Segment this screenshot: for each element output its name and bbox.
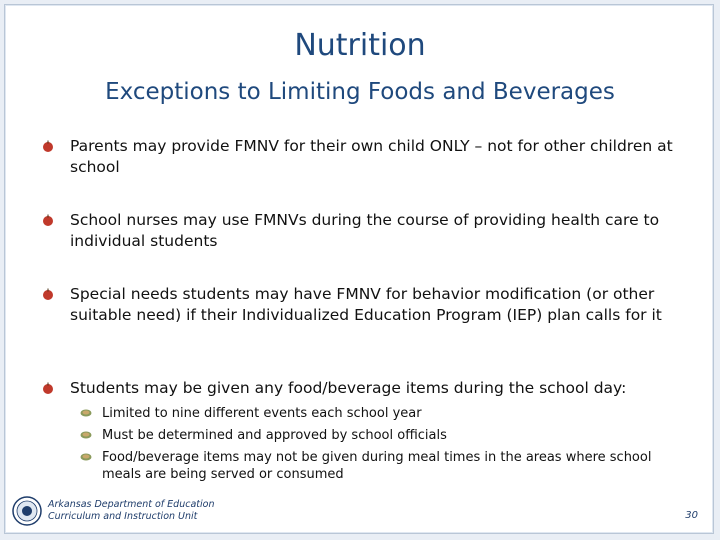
- sub-bullet-text: Food/beverage items may not be given during meal times in the areas where school meals are being served or consumed: [102, 450, 652, 482]
- food-bullet-icon: [80, 430, 92, 440]
- state-seal-icon: [12, 496, 42, 526]
- apple-bullet-icon: [42, 288, 54, 300]
- footer-org-line2: Curriculum and Instruction Unit: [48, 511, 198, 522]
- footer-org: [48, 499, 214, 523]
- footer-org-line1: Arkansas Department of Education: [48, 499, 215, 510]
- slide-subtitle: Exceptions to Limiting Foods and Beverages: [105, 79, 615, 105]
- food-bullet-icon: [80, 452, 92, 462]
- bullet-text: Special needs students may have FMNV for behavior modification (or other suitable need) if their Individualized Education Program (IEP) plan calls for it: [70, 285, 662, 324]
- bullet-text: Parents may provide FMNV for their own child ONLY – not for other children at school: [70, 137, 673, 176]
- bullet-text: Students may be given any food/beverage items during the school day:: [70, 379, 627, 397]
- apple-bullet-icon: [42, 140, 54, 152]
- sub-bullet-text: Must be determined and approved by school officials: [102, 428, 447, 443]
- bullet-text: School nurses may use FMNVs during the course of providing health care to individual students: [70, 211, 660, 250]
- apple-bullet-icon: [42, 382, 54, 394]
- apple-bullet-icon: [42, 214, 54, 226]
- page-number: 30: [685, 510, 698, 521]
- food-bullet-icon: [80, 408, 92, 418]
- slide-title: Nutrition: [294, 28, 426, 63]
- sub-bullet-text: Limited to nine different events each school year: [102, 406, 422, 421]
